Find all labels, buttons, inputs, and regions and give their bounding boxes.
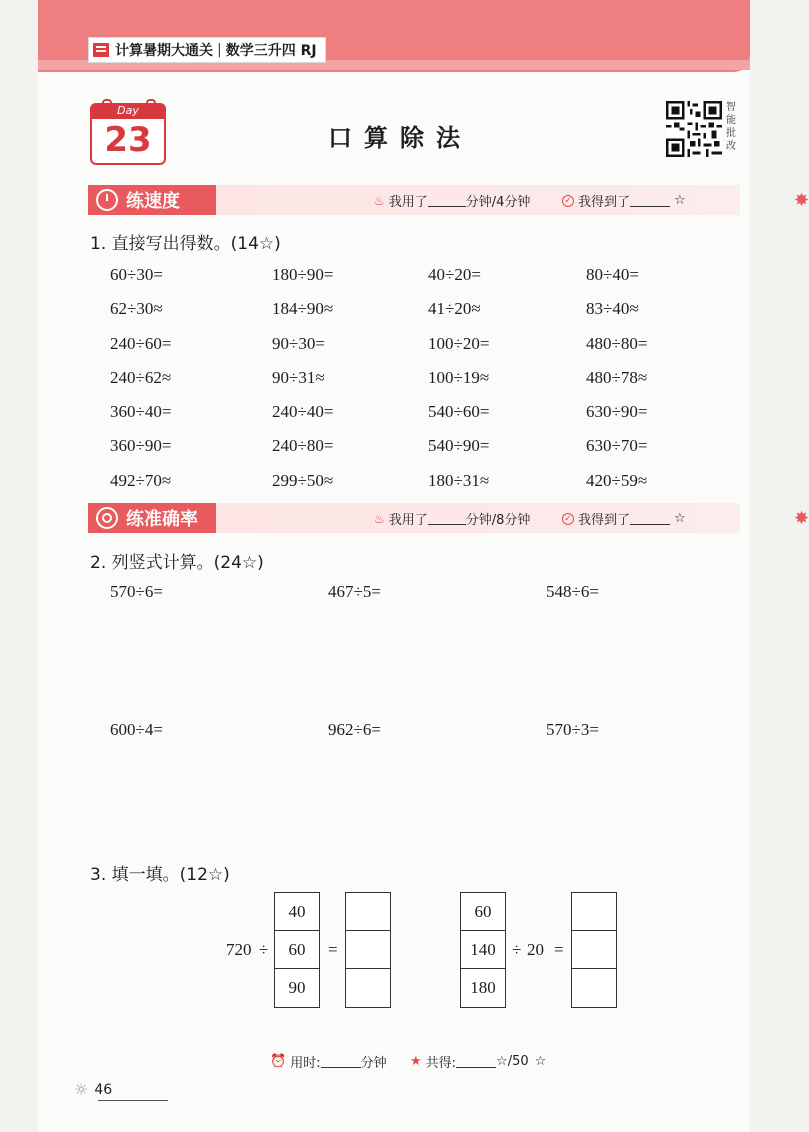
answer-box[interactable]	[345, 892, 391, 932]
divisor-box: 90	[274, 968, 320, 1008]
dividend-box: 140	[460, 930, 506, 970]
vertical-calc-problem[interactable]: 467÷5=	[328, 582, 381, 601]
problem-item[interactable]: 90÷31≈	[272, 367, 325, 387]
problem-item[interactable]: 240÷62≈	[110, 367, 172, 387]
vertical-calc-problem[interactable]: 962÷6=	[328, 720, 381, 739]
time-limit-label: 分钟/4分钟	[465, 195, 531, 210]
problem-item[interactable]: 420÷59≈	[586, 470, 648, 490]
day-label: Day	[90, 103, 166, 119]
time-used-label: 我用了	[388, 513, 428, 528]
fixed-dividend: 720	[226, 940, 252, 959]
question-1-title	[90, 229, 281, 254]
problem-item[interactable]: 240÷40=	[272, 402, 334, 422]
problem-item[interactable]: 360÷90=	[110, 436, 172, 456]
problem-item[interactable]: 62÷30≈	[110, 299, 163, 319]
dividend-box: 60	[460, 892, 506, 932]
footer-time-unit: 分钟	[360, 1056, 387, 1071]
divide-sign: ÷	[259, 940, 269, 959]
problem-item[interactable]: 540÷90=	[428, 436, 490, 456]
time-used-blank[interactable]	[428, 512, 466, 525]
answer-box[interactable]	[571, 930, 617, 970]
mental-division-grid	[110, 262, 670, 502]
problem-item[interactable]: 83÷40≈	[586, 299, 639, 319]
problem-item[interactable]: 41÷20≈	[428, 299, 481, 319]
divisor-box: 40	[274, 892, 320, 932]
footer-time-blank[interactable]	[321, 1055, 361, 1068]
footer-total-suffix: ☆/50	[496, 1054, 529, 1069]
qr-code-icon[interactable]	[666, 101, 722, 157]
sun-icon: ☼	[74, 1080, 89, 1099]
question-3-number: 3.	[90, 865, 107, 885]
fixed-divisor: 20	[527, 940, 544, 959]
vertical-calc-problem[interactable]: 548÷6=	[546, 582, 599, 601]
section-speed-time	[374, 191, 530, 210]
equals-sign: =	[554, 940, 564, 959]
problem-item[interactable]: 80÷40=	[586, 265, 639, 284]
star-icon: ☆	[674, 511, 686, 526]
score-blank[interactable]	[630, 512, 670, 525]
vertical-calc-row-2	[110, 720, 670, 740]
footer-total-blank[interactable]	[456, 1055, 496, 1068]
alarm-clock-icon: ⏰	[270, 1054, 287, 1069]
footer-time-label: 用时:	[290, 1056, 321, 1071]
question-3-text: 填一填。(12☆)	[111, 865, 230, 885]
footer-total-label: 共得:	[425, 1056, 457, 1071]
series-header	[88, 37, 326, 63]
answer-box[interactable]	[571, 968, 617, 1008]
problem-item[interactable]: 180÷31≈	[428, 470, 490, 490]
problem-item[interactable]: 90÷30=	[272, 333, 325, 353]
question-1-number: 1.	[90, 234, 107, 254]
divisor-box: 60	[274, 930, 320, 970]
section-speed-tag	[88, 185, 216, 215]
score-label: 我得到了	[578, 513, 631, 528]
star-icon: ☆	[534, 1054, 547, 1069]
star-burst-icon: ✸	[794, 508, 809, 529]
question-1-text: 直接写出得数。(14☆)	[111, 234, 281, 254]
section-speed-bar	[88, 185, 809, 215]
problem-item[interactable]: 40÷20=	[428, 265, 481, 284]
question-2-title	[90, 548, 264, 573]
divide-sign: ÷	[512, 940, 522, 959]
score-blank[interactable]	[630, 194, 670, 207]
time-used-blank[interactable]	[428, 194, 466, 207]
problem-item[interactable]: 480÷80=	[586, 333, 648, 353]
problem-item[interactable]: 100÷20=	[428, 333, 490, 353]
section-speed-score	[562, 191, 686, 210]
page-number-area	[74, 1080, 112, 1099]
question-3-title	[90, 860, 230, 885]
subject-name: 数学三升四 RJ	[225, 43, 317, 59]
problem-item[interactable]: 100÷19≈	[428, 367, 490, 387]
target-icon	[96, 507, 118, 529]
page-number-underline	[98, 1100, 168, 1101]
section-accuracy-time	[374, 509, 530, 528]
problem-item[interactable]: 360÷40=	[110, 402, 172, 422]
red-star-icon: ★	[410, 1054, 422, 1069]
problem-item[interactable]: 480÷78≈	[586, 367, 648, 387]
problem-item[interactable]: 240÷80=	[272, 436, 334, 456]
vertical-calc-problem[interactable]: 600÷4=	[110, 720, 163, 739]
problem-item[interactable]: 630÷90=	[586, 402, 648, 422]
answer-box[interactable]	[345, 930, 391, 970]
flame-icon: ♨	[374, 193, 385, 208]
dividend-box: 180	[460, 968, 506, 1008]
question-2-text: 列竖式计算。(24☆)	[111, 553, 264, 573]
page-number: 46	[94, 1081, 113, 1098]
problem-item[interactable]: 180÷90=	[272, 265, 334, 284]
section-speed-name: 练速度	[126, 191, 180, 212]
stopwatch-icon	[96, 189, 118, 211]
qr-caption: 智能批改	[726, 102, 736, 152]
book-icon	[93, 43, 109, 57]
check-icon: ✓	[562, 513, 574, 525]
section-accuracy-score	[562, 509, 686, 528]
footer-time	[270, 1052, 387, 1071]
check-icon: ✓	[562, 195, 574, 207]
time-limit-label: 分钟/8分钟	[465, 513, 531, 528]
answer-box[interactable]	[345, 968, 391, 1008]
header-separator: |	[217, 42, 222, 58]
question-2-number: 2.	[90, 553, 107, 573]
flame-icon: ♨	[374, 511, 385, 526]
time-used-label: 我用了	[388, 195, 428, 210]
answer-box[interactable]	[571, 892, 617, 932]
section-accuracy-name: 练准确率	[126, 509, 198, 530]
problem-item[interactable]: 492÷70≈	[110, 470, 172, 490]
series-name: 计算暑期大通关	[115, 43, 213, 59]
vertical-calc-problem[interactable]: 570÷3=	[546, 720, 599, 739]
star-icon: ☆	[674, 193, 686, 208]
day-number: 23	[104, 120, 152, 160]
problem-item[interactable]: 240÷60=	[110, 333, 172, 353]
problem-item[interactable]: 60÷30=	[110, 265, 163, 284]
star-burst-icon: ✸	[794, 190, 809, 211]
page-title: 口算除法	[328, 124, 472, 152]
problem-item[interactable]: 630÷70=	[586, 436, 648, 456]
problem-item[interactable]: 540÷60=	[428, 402, 490, 422]
score-label: 我得到了	[578, 195, 631, 210]
vertical-calc-row-1	[110, 582, 670, 602]
section-accuracy-tag	[88, 503, 216, 533]
section-accuracy-bar	[88, 503, 809, 533]
equals-sign: =	[328, 940, 338, 959]
problem-item[interactable]: 184÷90≈	[272, 299, 334, 319]
footer-total	[410, 1052, 546, 1071]
vertical-calc-problem[interactable]: 570÷6=	[110, 582, 163, 601]
problem-item[interactable]: 299÷50≈	[272, 470, 334, 490]
